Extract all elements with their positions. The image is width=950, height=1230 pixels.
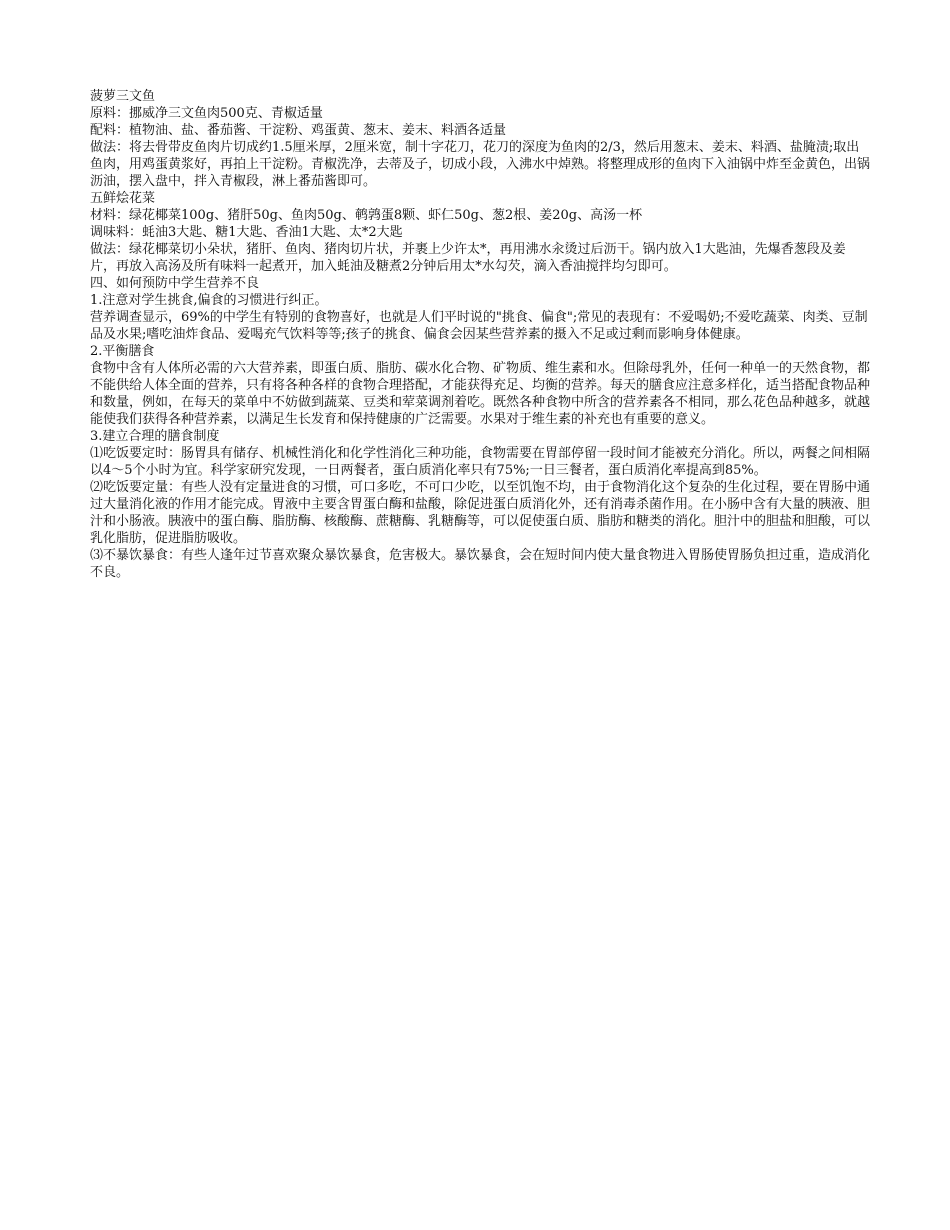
ingredients-line: 原料：挪威净三文鱼肉500克、青椒适量 — [90, 106, 323, 121]
seasoning-line: 配料：植物油、盐、番茄酱、干淀粉、鸡蛋黄、葱末、姜末、料酒各适量 — [90, 123, 507, 138]
body-paragraph: 食物中含有人体所必需的六大营养素，即蛋白质、脂肪、碳水化合物、矿物质、维生素和水。但除母乳外，任何一种单一的天然食物，都不能供给人体全面的营养，只有将各种各样的食物合理搭配，才能获得充足、均衡的营养。每天的膳食应注意多样化，适当搭配食物品种和数量，例如，在每天的菜单中不妨做到蔬菜、豆类和荤菜调剂着吃。既然各种食物中所含的营养素各不相同，那么花色品种越多，就越能使我们获得各种营养素，以满足生长发育和保持健康的广泛需要。水果对于维生素的补充也有重要的意义。 — [90, 361, 871, 427]
recipe-title-pineapple-salmon: 菠萝三文鱼 — [90, 89, 156, 104]
recipe-title-five-fresh-cauliflower: 五鲜烩花菜 — [90, 191, 156, 206]
method-paragraph: 做法：将去骨带皮鱼肉片切成约1.5厘米厚，2厘米宽，制十字花刀，花刀的深度为鱼肉的2/3，然后用葱末、姜末、料酒、盐腌渍;取出鱼肉，用鸡蛋黄浆好，再拍上干淀粉。青椒洗净，去蒂及子，切成小段，入沸水中焯熟。将整理成形的鱼肉下入油锅中炸至金黄色，出锅沥油，摆入盘中，拌入青椒段，淋上番茄酱即可。 — [90, 140, 871, 189]
condiments-line: 调味料：蚝油3大匙、糖1大匙、香油1大匙、太*2大匙 — [90, 225, 403, 240]
subsection-heading: 1.注意对学生挑食,偏食的习惯进行纠正。 — [90, 293, 328, 308]
list-item: ⑶不暴饮暴食：有些人逢年过节喜欢聚众暴饮暴食，危害极大。暴饮暴食，会在短时间内使大量食物进入胃肠使胃肠负担过重，造成消化不良。 — [90, 548, 871, 580]
section-heading: 四、如何预防中学生营养不良 — [90, 276, 260, 291]
materials-line: 材料：绿花椰菜100g、猪肝50g、鱼肉50g、鹌鹑蛋8颗、虾仁50g、葱2根、姜20g、高汤一杯 — [90, 208, 643, 223]
method-paragraph: 做法：绿花椰菜切小朵状，猪肝、鱼肉、猪肉切片状，并裹上少许太*，再用沸水汆烫过后沥干。锅内放入1大匙油，先爆香葱段及姜片，再放入高汤及所有味料一起煮开，加入蚝油及糖煮2分钟后用太*水勾芡，滴入香油搅拌均匀即可。 — [90, 242, 846, 274]
list-item: ⑴吃饭要定时：肠胃具有储存、机械性消化和化学性消化三种功能，食物需要在胃部停留一段时间才能被充分消化。所以，两餐之间相隔以4～5个小时为宜。科学家研究发现，一日两餐者，蛋白质消化率只有75%;一日三餐者，蛋白质消化率提高到85%。 — [90, 446, 871, 478]
subsection-heading: 3.建立合理的膳食制度 — [90, 429, 220, 444]
body-paragraph: 营养调查显示，69%的中学生有特别的食物喜好，也就是人们平时说的"挑食、偏食";常见的表现有：不爱喝奶;不爱吃蔬菜、肉类、豆制品及水果;嗜吃油炸食品、爱喝充气饮料等等;孩子的挑食、偏食会因某些营养素的摄入不足或过剩而影响身体健康。 — [90, 310, 868, 342]
subsection-heading: 2.平衡膳食 — [90, 344, 155, 359]
list-item: ⑵吃饭要定量：有些人没有定量进食的习惯，可口多吃，不可口少吃，以至饥饱不均，由于食物消化这个复杂的生化过程，要在胃肠中通过大量消化液的作用才能完成。胃液中主要含胃蛋白酶和盐酸，除促进蛋白质消化外，还有消毒杀菌作用。在小肠中含有大量的胰液、胆汁和小肠液。胰液中的蛋白酶、脂肪酶、核酸酶、蔗糖酶、乳糖酶等，可以促使蛋白质、脂肪和糖类的消化。胆汁中的胆盐和胆酸，可以乳化脂肪，促进脂肪吸收。 — [90, 480, 871, 546]
